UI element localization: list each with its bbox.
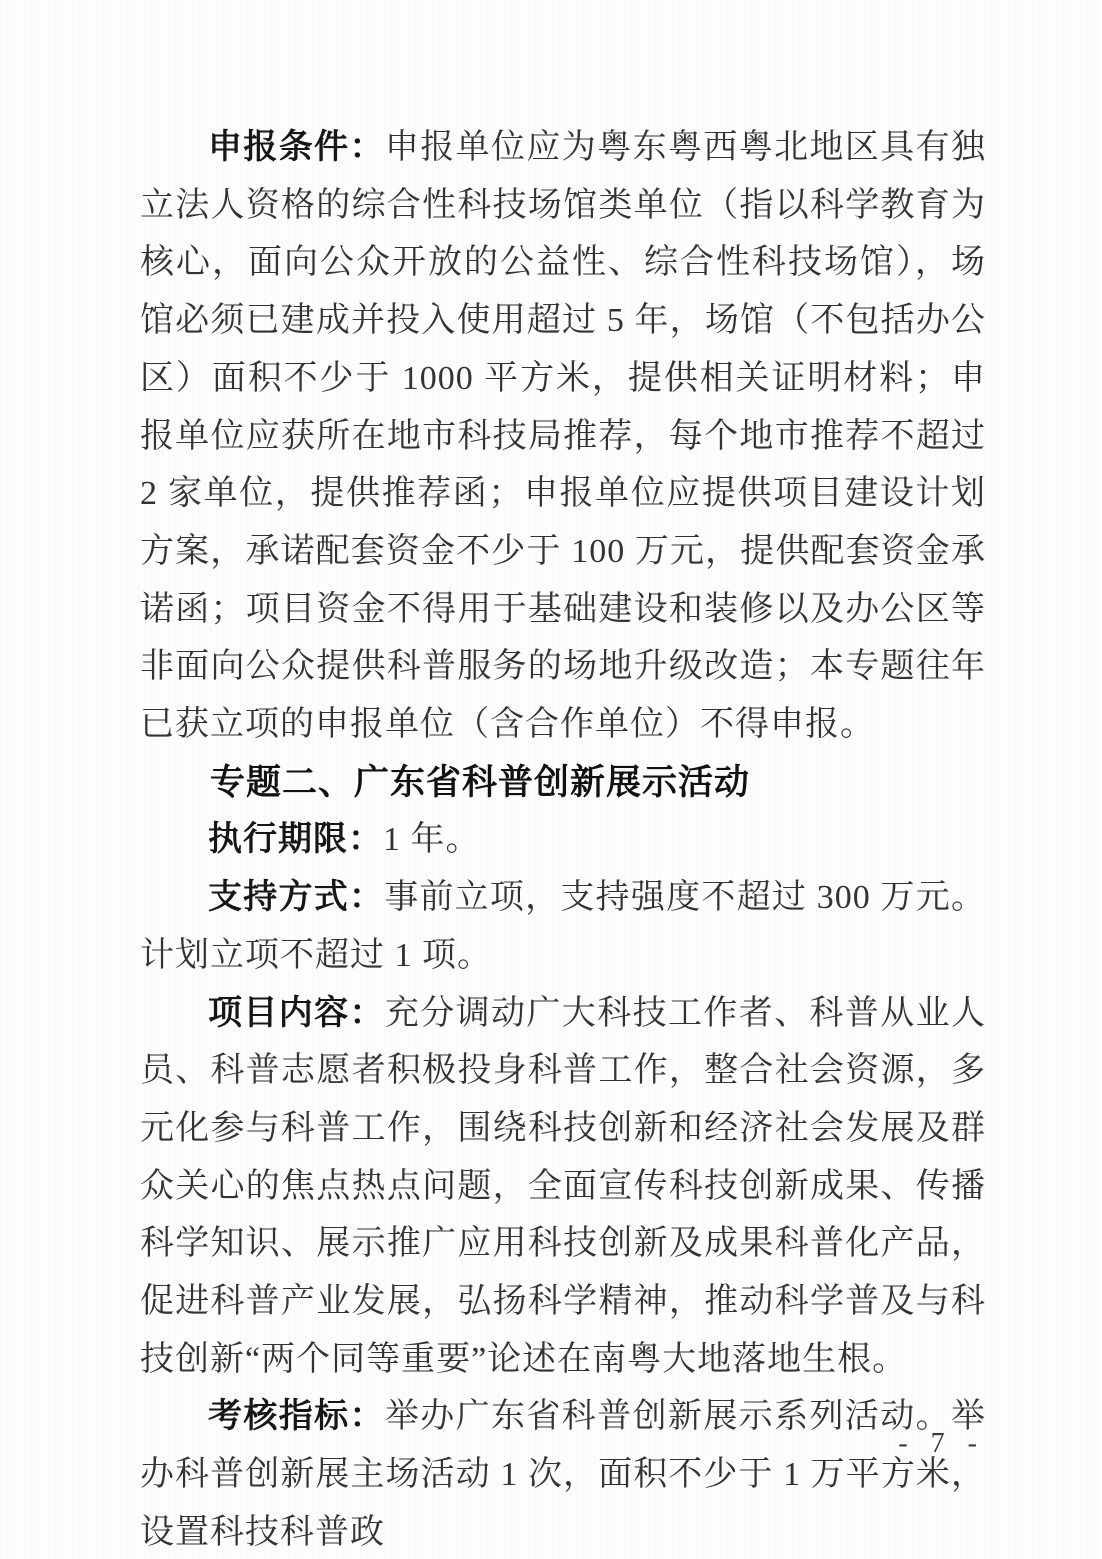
label-project-content: 项目内容： <box>208 993 385 1032</box>
paragraph-application-conditions <box>140 119 986 754</box>
text-assessment-indicators: 举办广东省科普创新展示系列活动。举办科普创新展主场活动 1 次，面积不少于 1 万平方米，设置科技科普政 <box>140 1398 987 1551</box>
text-support-method: 事前立项，支持强度不超过 300 万元。计划立项不超过 1 项。 <box>140 879 987 974</box>
label-application-conditions: 申报条件： <box>208 128 385 166</box>
label-execution-period: 执行期限： <box>208 820 383 859</box>
document-body <box>140 119 986 1559</box>
text-application-conditions: 申报单位应为粤东粤西粤北地区具有独立法人资格的综合性科技场馆类单位（指以科学教育为核心，面向公众开放的公益性、综合性科技场馆），场馆必须已建成并投入使用超过 5 年，场馆（不包括办公区）面积不少于 1000 平方米，提供相关证明材料；申报单位应获所在地市科技局推荐，每个地市推荐不超过 2 家单位，提供推荐函；申报单位应提供项目建设计划方案，承诺配套资金不少于 100 万元，提供配套资金承诺函；项目资金不得用于基础建设和装修以及办公区等非面向公众提供科普服务的场地升级改造；本专题往年已获立项的申报单位（含合作单位）不得申报。 <box>140 129 987 744</box>
label-assessment-indicators: 考核指标： <box>208 1397 385 1436</box>
paragraph-execution-period <box>140 811 986 869</box>
text-execution-period: 1 年。 <box>383 821 481 859</box>
paragraph-project-content <box>140 985 986 1389</box>
heading-topic-2: 专题二、广东省科普创新展示活动 <box>210 762 751 802</box>
paragraph-support-method <box>140 869 986 984</box>
label-support-method: 支持方式： <box>208 878 385 917</box>
page-number: - 7 - <box>898 1428 985 1459</box>
paragraph-assessment-indicators <box>140 1388 986 1559</box>
text-project-content: 充分调动广大科技工作者、科普从业人员、科普志愿者积极投身科普工作，整合社会资源，多元化参与科普工作，围绕科技创新和经济社会发展及群众关心的焦点热点问题，全面宣传科技创新成果、传播科学知识、展示推广应用科技创新及成果科普化产品，促进科普产业发展，弘扬科学精神，推动科学普及与科技创新“两个同等重要”论述在南粤大地落地生根。 <box>140 994 987 1378</box>
